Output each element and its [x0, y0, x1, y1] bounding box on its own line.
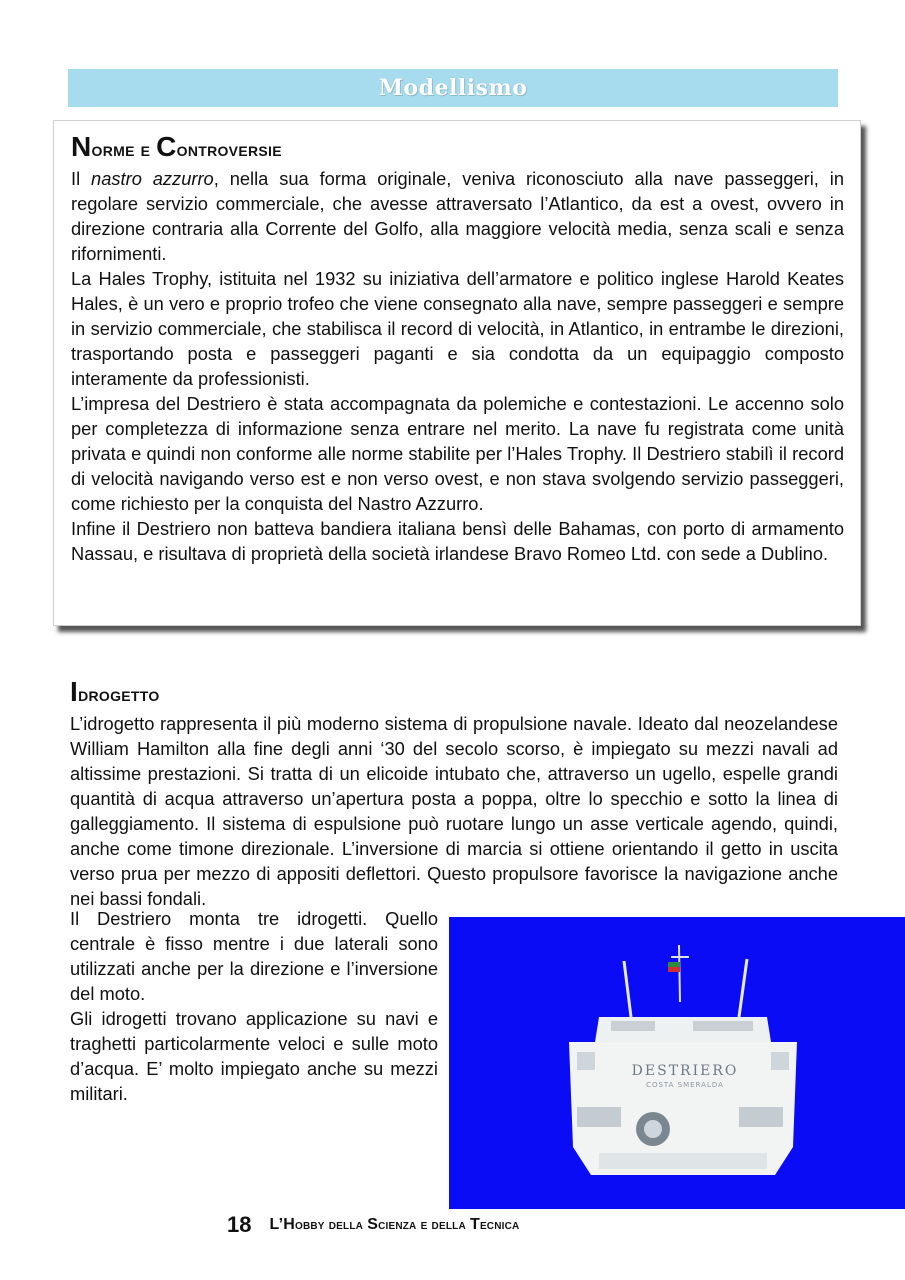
section-idrogetto	[70, 676, 838, 911]
ship-photo	[449, 917, 905, 1209]
section-header-band	[68, 69, 838, 107]
section-paragraph-1: L’idrogetto rappresenta il più moderno sistema di propulsione navale. Ideato dal neozelandese William Hamilton alla fine degli anni ‘30 del secolo scorso, è impiegato su mezzi navali ad altissime prestazioni. Si tratta di un elicoide intubato che, attraverso un ugello, espelle grandi quantità di acqua attraverso un’apertura posta a poppa, oltre lo specchio e sotto la linea di galleggiamento. Il sistema di espulsione può ruotare lungo un asse verticale agendo, quindi, anche come timone direzionale. L’inversione di marcia si ottiene orientando il getto in uscita verso prua per mezzo di appositi deflettori. Questo propulsore favorisce la navigazione anche nei bassi fondali.	[70, 713, 838, 909]
box-paragraph-3: L’impresa del Destriero è stata accompagnata da polemiche e contestazioni. Le accenno solo per completezza di informazione senza entrare nel merito. La nave fu registrata come unità privata e quindi non conforme alle norme stabilite per l’Hales Trophy. Il Destriero stabilì il record di velocità navigando verso est e non verso ovest, e non stava svolgendo servizio passeggeri, come richiesto per la conquista del Nastro Azzurro.	[71, 393, 844, 514]
sidebar-box-norme	[53, 120, 861, 626]
page-footer	[227, 1210, 519, 1240]
hull-subtitle-text: COSTA SMERALDA	[646, 1081, 724, 1089]
publication-title: L’Hobby della Scienza e della Tecnica	[269, 1216, 520, 1233]
box-paragraph-2: La Hales Trophy, istituita nel 1932 su iniziativa dell’armatore e politico inglese Harold Keates Hales, è un vero e proprio trofeo che viene consegnato alla nave, sempre passeggeri e sempre in servizio commerciale, che stabilisca il record di velocità, in Atlantico, in entrambe le direzioni, trasportando posta e passeggeri paganti e sia condotta da un equipaggio composto interamente da professionisti.	[71, 268, 844, 389]
section-title: Idrogetto	[70, 676, 160, 707]
hull-name-text: DESTRIERO	[631, 1063, 739, 1079]
section-lower-text	[70, 906, 438, 1106]
box-paragraph-4: Infine il Destriero non batteva bandiera italiana bensì delle Bahamas, con porto di armamento Nassau, e risultava di proprietà della società irlandese Bravo Romeo Ltd. con sede a Dublino.	[71, 518, 844, 564]
ship-illustration	[449, 917, 905, 1209]
section-paragraph-2: Il Destriero monta tre idrogetti. Quello centrale è fisso mentre i due laterali sono utilizzati anche per la direzione e l’inversione del moto.	[70, 908, 438, 1004]
section-paragraph-3: Gli idrogetti trovano applicazione su navi e traghetti particolarmente veloci e sulle moto d’acqua. E’ molto impiegato anche su mezzi militari.	[70, 1008, 438, 1104]
page-number: 18	[227, 1212, 252, 1237]
box-paragraph-1: Il nastro azzurro, nella sua forma originale, veniva riconosciuto alla nave passeggeri, in regolare servizio commerciale, che avesse attraversato l’Atlantico, da est a ovest, ovvero in direzione contraria alla Corrente del Golfo, alla maggiore velocità media, senza scali e senza rifornimenti.	[71, 168, 844, 264]
box-title: Norme e Controversie	[71, 131, 282, 162]
section-header-title: Modellismo	[378, 75, 528, 101]
